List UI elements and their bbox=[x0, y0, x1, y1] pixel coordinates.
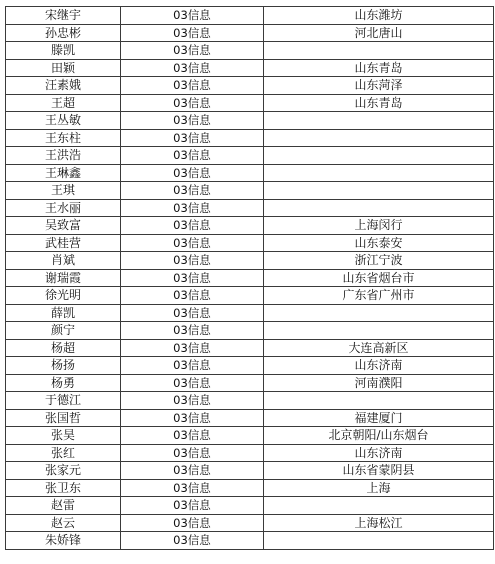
location-cell bbox=[264, 497, 494, 515]
name-cell: 滕凯 bbox=[6, 42, 121, 60]
table-row bbox=[6, 112, 494, 130]
location-cell: 山东泰安 bbox=[264, 234, 494, 252]
name-cell: 张家元 bbox=[6, 462, 121, 480]
class-cell: 03信息 bbox=[121, 182, 264, 200]
class-cell: 03信息 bbox=[121, 287, 264, 305]
name-cell: 杨扬 bbox=[6, 357, 121, 375]
class-cell: 03信息 bbox=[121, 94, 264, 112]
table-row bbox=[6, 532, 494, 550]
class-cell: 03信息 bbox=[121, 112, 264, 130]
location-cell: 河北唐山 bbox=[264, 24, 494, 42]
name-cell: 王东柱 bbox=[6, 129, 121, 147]
table-row bbox=[6, 7, 494, 25]
location-cell: 山东省蒙阴县 bbox=[264, 462, 494, 480]
name-cell: 吴致富 bbox=[6, 217, 121, 235]
class-cell: 03信息 bbox=[121, 427, 264, 445]
class-cell: 03信息 bbox=[121, 77, 264, 95]
name-cell: 宋继宇 bbox=[6, 7, 121, 25]
table-row bbox=[6, 514, 494, 532]
class-cell: 03信息 bbox=[121, 479, 264, 497]
name-cell: 王琪 bbox=[6, 182, 121, 200]
table-row bbox=[6, 217, 494, 235]
name-cell: 田颖 bbox=[6, 59, 121, 77]
name-cell: 杨超 bbox=[6, 339, 121, 357]
location-cell bbox=[264, 164, 494, 182]
location-cell: 山东菏泽 bbox=[264, 77, 494, 95]
class-cell: 03信息 bbox=[121, 409, 264, 427]
table-row bbox=[6, 497, 494, 515]
class-cell: 03信息 bbox=[121, 444, 264, 462]
location-cell: 上海松江 bbox=[264, 514, 494, 532]
location-cell bbox=[264, 199, 494, 217]
class-cell: 03信息 bbox=[121, 147, 264, 165]
name-cell: 王洪浩 bbox=[6, 147, 121, 165]
class-cell: 03信息 bbox=[121, 252, 264, 270]
name-cell: 王水丽 bbox=[6, 199, 121, 217]
class-cell: 03信息 bbox=[121, 357, 264, 375]
name-cell: 薛凯 bbox=[6, 304, 121, 322]
name-cell: 武桂营 bbox=[6, 234, 121, 252]
table-row bbox=[6, 427, 494, 445]
table-row bbox=[6, 479, 494, 497]
location-cell: 山东济南 bbox=[264, 357, 494, 375]
location-cell: 福建厦门 bbox=[264, 409, 494, 427]
table-row bbox=[6, 59, 494, 77]
location-cell bbox=[264, 304, 494, 322]
table-body bbox=[6, 7, 494, 550]
location-cell: 浙江宁波 bbox=[264, 252, 494, 270]
class-cell: 03信息 bbox=[121, 129, 264, 147]
name-cell: 杨勇 bbox=[6, 374, 121, 392]
location-cell: 河南濮阳 bbox=[264, 374, 494, 392]
class-cell: 03信息 bbox=[121, 234, 264, 252]
student-table bbox=[5, 6, 494, 550]
class-cell: 03信息 bbox=[121, 217, 264, 235]
location-cell: 北京朝阳/山东烟台 bbox=[264, 427, 494, 445]
location-cell bbox=[264, 129, 494, 147]
location-cell: 山东青岛 bbox=[264, 59, 494, 77]
location-cell: 大连高新区 bbox=[264, 339, 494, 357]
table-row bbox=[6, 147, 494, 165]
class-cell: 03信息 bbox=[121, 42, 264, 60]
location-cell bbox=[264, 532, 494, 550]
table-row bbox=[6, 234, 494, 252]
class-cell: 03信息 bbox=[121, 339, 264, 357]
table-row bbox=[6, 199, 494, 217]
location-cell: 山东潍坊 bbox=[264, 7, 494, 25]
name-cell: 王丛敏 bbox=[6, 112, 121, 130]
table-row bbox=[6, 94, 494, 112]
location-cell: 山东济南 bbox=[264, 444, 494, 462]
table-row bbox=[6, 444, 494, 462]
location-cell: 上海闵行 bbox=[264, 217, 494, 235]
class-cell: 03信息 bbox=[121, 392, 264, 410]
name-cell: 王琳鑫 bbox=[6, 164, 121, 182]
class-cell: 03信息 bbox=[121, 24, 264, 42]
name-cell: 张红 bbox=[6, 444, 121, 462]
table-row bbox=[6, 304, 494, 322]
name-cell: 于德江 bbox=[6, 392, 121, 410]
name-cell: 王超 bbox=[6, 94, 121, 112]
class-cell: 03信息 bbox=[121, 462, 264, 480]
table-row bbox=[6, 164, 494, 182]
location-cell bbox=[264, 112, 494, 130]
class-cell: 03信息 bbox=[121, 269, 264, 287]
name-cell: 徐光明 bbox=[6, 287, 121, 305]
location-cell: 山东青岛 bbox=[264, 94, 494, 112]
location-cell: 广东省广州市 bbox=[264, 287, 494, 305]
name-cell: 肖斌 bbox=[6, 252, 121, 270]
location-cell: 山东省烟台市 bbox=[264, 269, 494, 287]
table-row bbox=[6, 374, 494, 392]
class-cell: 03信息 bbox=[121, 7, 264, 25]
table-row bbox=[6, 129, 494, 147]
name-cell: 汪素娥 bbox=[6, 77, 121, 95]
name-cell: 张卫东 bbox=[6, 479, 121, 497]
table-row bbox=[6, 287, 494, 305]
table-row bbox=[6, 339, 494, 357]
table-row bbox=[6, 77, 494, 95]
name-cell: 赵云 bbox=[6, 514, 121, 532]
location-cell bbox=[264, 182, 494, 200]
table-row bbox=[6, 392, 494, 410]
table-row bbox=[6, 357, 494, 375]
location-cell bbox=[264, 322, 494, 340]
class-cell: 03信息 bbox=[121, 164, 264, 182]
class-cell: 03信息 bbox=[121, 374, 264, 392]
name-cell: 张国哲 bbox=[6, 409, 121, 427]
location-cell bbox=[264, 147, 494, 165]
location-cell: 上海 bbox=[264, 479, 494, 497]
class-cell: 03信息 bbox=[121, 59, 264, 77]
location-cell bbox=[264, 392, 494, 410]
table-row bbox=[6, 182, 494, 200]
table-row bbox=[6, 322, 494, 340]
class-cell: 03信息 bbox=[121, 322, 264, 340]
name-cell: 颜宁 bbox=[6, 322, 121, 340]
name-cell: 张昊 bbox=[6, 427, 121, 445]
class-cell: 03信息 bbox=[121, 514, 264, 532]
name-cell: 孙忠彬 bbox=[6, 24, 121, 42]
name-cell: 朱娇锋 bbox=[6, 532, 121, 550]
class-cell: 03信息 bbox=[121, 304, 264, 322]
name-cell: 赵雷 bbox=[6, 497, 121, 515]
table-row bbox=[6, 42, 494, 60]
table-row bbox=[6, 462, 494, 480]
table-row bbox=[6, 24, 494, 42]
table-row bbox=[6, 252, 494, 270]
class-cell: 03信息 bbox=[121, 532, 264, 550]
class-cell: 03信息 bbox=[121, 199, 264, 217]
class-cell: 03信息 bbox=[121, 497, 264, 515]
name-cell: 谢瑞霞 bbox=[6, 269, 121, 287]
location-cell bbox=[264, 42, 494, 60]
table-row bbox=[6, 409, 494, 427]
table-row bbox=[6, 269, 494, 287]
